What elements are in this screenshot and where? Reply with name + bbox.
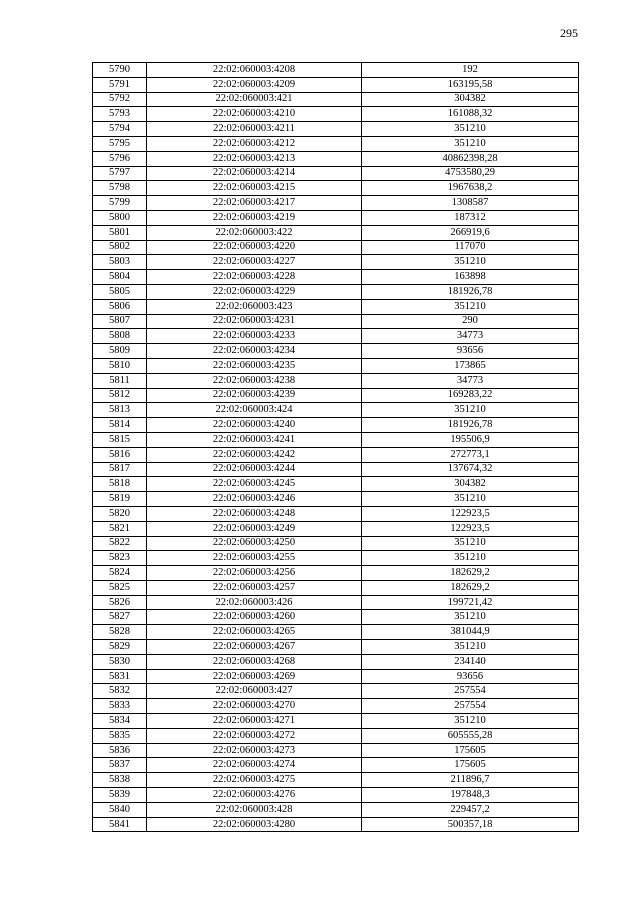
cadastral-value-cell: 34773 [362,373,579,388]
cadastral-value-cell: 229457,2 [362,802,579,817]
row-number-cell: 5792 [93,92,147,107]
cadastral-number-cell: 22:02:060003:4267 [147,640,362,655]
table-row [93,477,579,492]
cadastral-value-cell: 181926,78 [362,284,579,299]
cadastral-value-cell: 266919,6 [362,225,579,240]
row-number-cell: 5839 [93,788,147,803]
row-number-cell: 5794 [93,122,147,137]
cadastral-number-cell: 22:02:060003:421 [147,92,362,107]
cadastral-value-cell: 163195,58 [362,77,579,92]
table-row [93,181,579,196]
cadastral-value-cell: 1308587 [362,196,579,211]
row-number-cell: 5811 [93,373,147,388]
table-row [93,817,579,832]
row-number-cell: 5819 [93,492,147,507]
cadastral-number-cell: 22:02:060003:4240 [147,418,362,433]
table-row [93,210,579,225]
row-number-cell: 5791 [93,77,147,92]
table-row [93,699,579,714]
row-number-cell: 5795 [93,136,147,151]
table-row [93,714,579,729]
row-number-cell: 5806 [93,299,147,314]
table-row [93,595,579,610]
cadastral-value-cell: 40862398,28 [362,151,579,166]
cadastral-value-cell: 1967638,2 [362,181,579,196]
row-number-cell: 5801 [93,225,147,240]
table-row [93,551,579,566]
table-row [93,225,579,240]
row-number-cell: 5827 [93,610,147,625]
cadastral-number-cell: 22:02:060003:423 [147,299,362,314]
table-row [93,758,579,773]
cadastral-value-cell: 234140 [362,654,579,669]
row-number-cell: 5814 [93,418,147,433]
table-row [93,728,579,743]
cadastral-number-cell: 22:02:060003:4241 [147,432,362,447]
row-number-cell: 5830 [93,654,147,669]
table-row [93,373,579,388]
table-row [93,669,579,684]
table-row [93,166,579,181]
row-number-cell: 5798 [93,181,147,196]
cadastral-value-cell: 173865 [362,358,579,373]
table-row [93,506,579,521]
cadastral-value-cell: 304382 [362,477,579,492]
table-row [93,196,579,211]
table-row [93,107,579,122]
cadastral-value-cell: 175605 [362,758,579,773]
cadastral-value-cell: 181926,78 [362,418,579,433]
table-row [93,462,579,477]
row-number-cell: 5833 [93,699,147,714]
cadastral-number-cell: 22:02:060003:4220 [147,240,362,255]
row-number-cell: 5793 [93,107,147,122]
cadastral-number-cell: 22:02:060003:4276 [147,788,362,803]
cadastral-number-cell: 22:02:060003:4213 [147,151,362,166]
cadastral-value-cell: 137674,32 [362,462,579,477]
row-number-cell: 5829 [93,640,147,655]
cadastral-number-cell: 22:02:060003:4238 [147,373,362,388]
cadastral-number-cell: 22:02:060003:4275 [147,773,362,788]
row-number-cell: 5803 [93,255,147,270]
row-number-cell: 5821 [93,521,147,536]
cadastral-number-cell: 22:02:060003:4265 [147,625,362,640]
cadastral-value-cell: 211896,7 [362,773,579,788]
cadastral-value-cell: 351210 [362,299,579,314]
row-number-cell: 5826 [93,595,147,610]
cadastral-number-cell: 22:02:060003:4239 [147,388,362,403]
cadastral-value-cell: 195506,9 [362,432,579,447]
row-number-cell: 5802 [93,240,147,255]
row-number-cell: 5824 [93,566,147,581]
cadastral-value-cell: 257554 [362,684,579,699]
table-row [93,77,579,92]
cadastral-number-cell: 22:02:060003:4268 [147,654,362,669]
table-row [93,773,579,788]
cadastral-value-cell: 351210 [362,551,579,566]
row-number-cell: 5823 [93,551,147,566]
row-number-cell: 5790 [93,63,147,78]
cadastral-value-cell: 351210 [362,536,579,551]
cadastral-value-cell: 351210 [362,610,579,625]
table-row [93,536,579,551]
row-number-cell: 5841 [93,817,147,832]
cadastral-value-cell: 257554 [362,699,579,714]
cadastral-value-cell: 351210 [362,640,579,655]
cadastral-value-cell: 199721,42 [362,595,579,610]
cadastral-value-cell: 169283,22 [362,388,579,403]
cadastral-number-cell: 22:02:060003:4256 [147,566,362,581]
cadastral-value-cell: 182629,2 [362,566,579,581]
row-number-cell: 5836 [93,743,147,758]
row-number-cell: 5825 [93,580,147,595]
cadastral-value-cell: 187312 [362,210,579,225]
row-number-cell: 5812 [93,388,147,403]
row-number-cell: 5808 [93,329,147,344]
row-number-cell: 5804 [93,270,147,285]
cadastral-number-cell: 22:02:060003:4272 [147,728,362,743]
table-row [93,63,579,78]
cadastral-number-cell: 22:02:060003:4211 [147,122,362,137]
table-row [93,580,579,595]
cadastral-number-cell: 22:02:060003:4219 [147,210,362,225]
table-row [93,136,579,151]
cadastral-number-cell: 22:02:060003:4235 [147,358,362,373]
row-number-cell: 5832 [93,684,147,699]
cadastral-value-cell: 351210 [362,255,579,270]
cadastral-value-cell: 500357,18 [362,817,579,832]
cadastral-number-cell: 22:02:060003:4250 [147,536,362,551]
cadastral-number-cell: 22:02:060003:4227 [147,255,362,270]
row-number-cell: 5817 [93,462,147,477]
cadastral-value-cell: 4753580,29 [362,166,579,181]
cadastral-value-cell: 93656 [362,344,579,359]
cadastral-value-cell: 351210 [362,136,579,151]
row-number-cell: 5840 [93,802,147,817]
cadastral-number-cell: 22:02:060003:4231 [147,314,362,329]
table-row [93,92,579,107]
table-row [93,640,579,655]
row-number-cell: 5838 [93,773,147,788]
cadastral-value-cell: 161088,32 [362,107,579,122]
cadastral-number-cell: 22:02:060003:428 [147,802,362,817]
row-number-cell: 5818 [93,477,147,492]
row-number-cell: 5807 [93,314,147,329]
row-number-cell: 5813 [93,403,147,418]
table-row [93,654,579,669]
cadastral-value-cell: 182629,2 [362,580,579,595]
row-number-cell: 5799 [93,196,147,211]
cadastral-value-cell: 351210 [362,492,579,507]
cadastral-number-cell: 22:02:060003:4280 [147,817,362,832]
table-row [93,432,579,447]
table-row [93,447,579,462]
table-row [93,388,579,403]
row-number-cell: 5805 [93,284,147,299]
cadastral-number-cell: 22:02:060003:4228 [147,270,362,285]
row-number-cell: 5837 [93,758,147,773]
table-row [93,358,579,373]
row-number-cell: 5800 [93,210,147,225]
cadastral-value-cell: 122923,5 [362,506,579,521]
cadastral-value-cell: 93656 [362,669,579,684]
table-row [93,625,579,640]
cadastral-number-cell: 22:02:060003:4273 [147,743,362,758]
cadastral-value-cell: 351210 [362,714,579,729]
cadastral-value-cell: 351210 [362,403,579,418]
cadastral-number-cell: 22:02:060003:422 [147,225,362,240]
table-row [93,344,579,359]
cadastral-number-cell: 22:02:060003:4214 [147,166,362,181]
cadastral-value-cell: 272773,1 [362,447,579,462]
row-number-cell: 5809 [93,344,147,359]
table-row [93,566,579,581]
cadastral-number-cell: 22:02:060003:4269 [147,669,362,684]
row-number-cell: 5796 [93,151,147,166]
cadastral-number-cell: 22:02:060003:4212 [147,136,362,151]
table-row [93,684,579,699]
row-number-cell: 5810 [93,358,147,373]
page-number: 295 [560,26,578,40]
table-row [93,521,579,536]
cadastral-value-cell: 117070 [362,240,579,255]
row-number-cell: 5828 [93,625,147,640]
cadastral-number-cell: 22:02:060003:4208 [147,63,362,78]
cadastral-value-cell: 34773 [362,329,579,344]
cadastral-number-cell: 22:02:060003:4244 [147,462,362,477]
cadastral-value-cell: 175605 [362,743,579,758]
cadastral-number-cell: 22:02:060003:4217 [147,196,362,211]
cadastral-value-cell: 605555,28 [362,728,579,743]
table-row [93,403,579,418]
table-row [93,418,579,433]
table-row [93,314,579,329]
cadastral-number-cell: 22:02:060003:427 [147,684,362,699]
table-row [93,240,579,255]
table-row [93,610,579,625]
table-row [93,122,579,137]
cadastral-number-cell: 22:02:060003:4246 [147,492,362,507]
row-number-cell: 5834 [93,714,147,729]
table-row [93,788,579,803]
row-number-cell: 5816 [93,447,147,462]
table-row [93,329,579,344]
row-number-cell: 5797 [93,166,147,181]
cadastral-value-cell: 163898 [362,270,579,285]
table-row [93,255,579,270]
cadastral-number-cell: 22:02:060003:4257 [147,580,362,595]
cadastral-value-cell: 197848,3 [362,788,579,803]
cadastral-number-cell: 22:02:060003:4234 [147,344,362,359]
cadastral-number-cell: 22:02:060003:4229 [147,284,362,299]
cadastral-value-cell: 381044,9 [362,625,579,640]
table-row [93,492,579,507]
cadastral-number-cell: 22:02:060003:4210 [147,107,362,122]
cadastral-number-cell: 22:02:060003:4271 [147,714,362,729]
cadastral-number-cell: 22:02:060003:4233 [147,329,362,344]
table-row [93,151,579,166]
table-row [93,284,579,299]
row-number-cell: 5822 [93,536,147,551]
cadastral-number-cell: 22:02:060003:424 [147,403,362,418]
cadastral-number-cell: 22:02:060003:4242 [147,447,362,462]
table-row [93,802,579,817]
cadastral-number-cell: 22:02:060003:4274 [147,758,362,773]
cadastral-number-cell: 22:02:060003:4209 [147,77,362,92]
cadastral-number-cell: 22:02:060003:4215 [147,181,362,196]
cadastral-number-cell: 22:02:060003:4248 [147,506,362,521]
cadastral-value-cell: 351210 [362,122,579,137]
cadastral-value-cell: 290 [362,314,579,329]
cadastral-value-cell: 304382 [362,92,579,107]
cadastral-value-table [92,62,579,832]
table-body [93,63,579,832]
cadastral-number-cell: 22:02:060003:426 [147,595,362,610]
cadastral-value-cell: 122923,5 [362,521,579,536]
cadastral-number-cell: 22:02:060003:4249 [147,521,362,536]
row-number-cell: 5835 [93,728,147,743]
cadastral-number-cell: 22:02:060003:4270 [147,699,362,714]
row-number-cell: 5820 [93,506,147,521]
cadastral-number-cell: 22:02:060003:4255 [147,551,362,566]
cadastral-number-cell: 22:02:060003:4260 [147,610,362,625]
table-row [93,743,579,758]
cadastral-value-cell: 192 [362,63,579,78]
row-number-cell: 5815 [93,432,147,447]
cadastral-number-cell: 22:02:060003:4245 [147,477,362,492]
table-row [93,270,579,285]
table-row [93,299,579,314]
row-number-cell: 5831 [93,669,147,684]
